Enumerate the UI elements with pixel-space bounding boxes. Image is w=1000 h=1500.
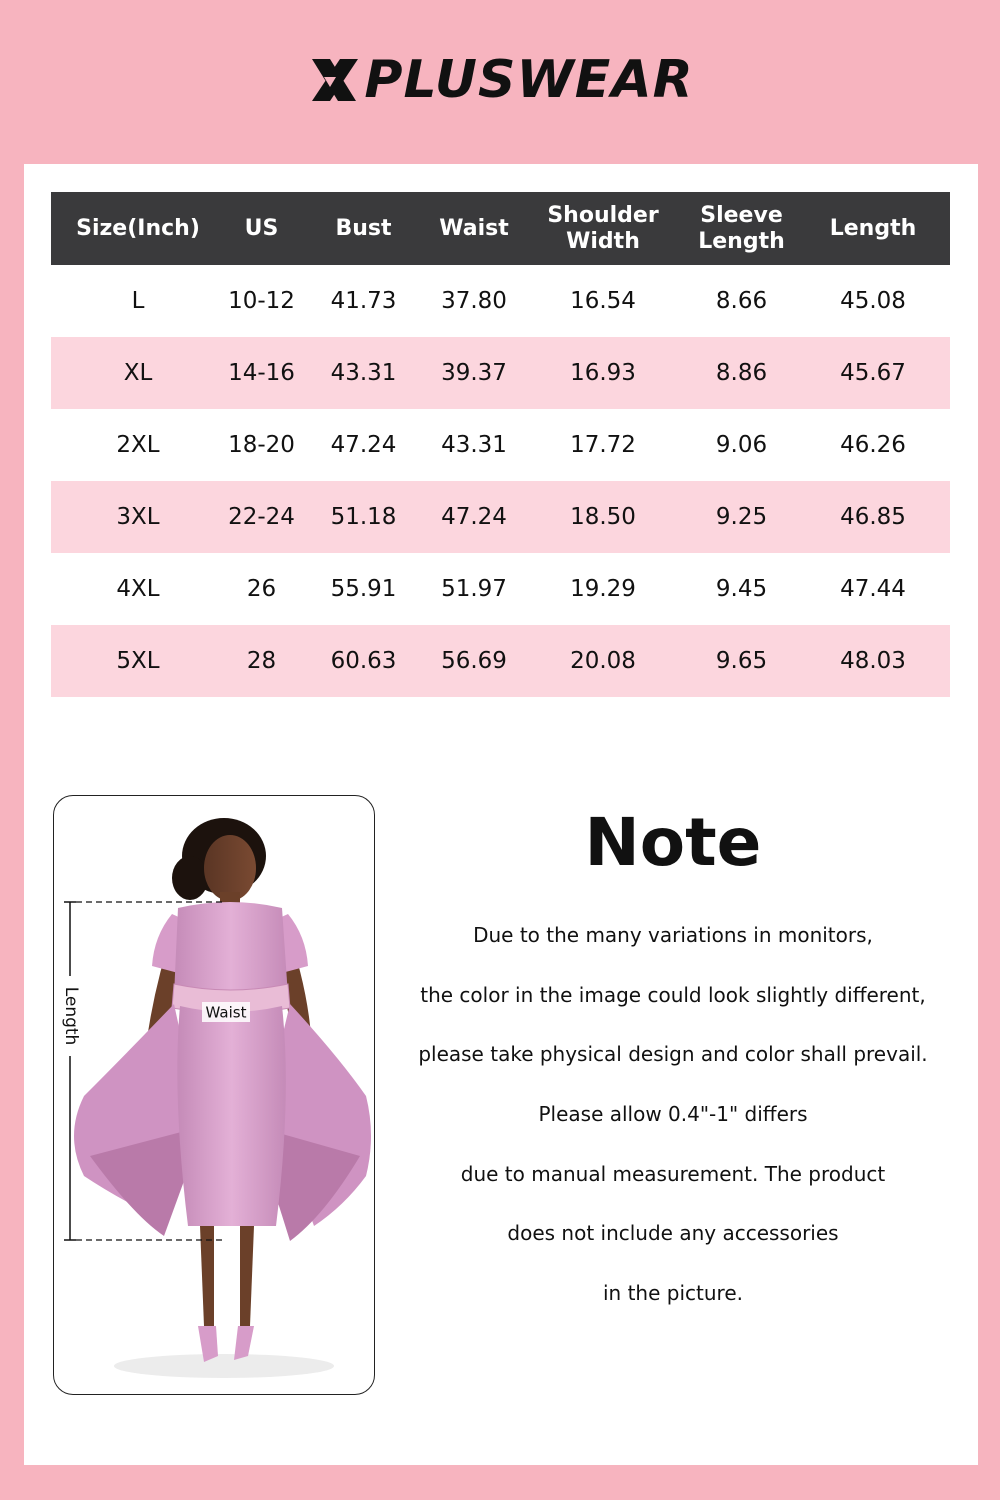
column-header: Shoulder Width: [519, 192, 687, 265]
table-cell: 9.06: [715, 432, 768, 458]
table-cell: 48.03: [796, 625, 950, 697]
length-label: Length: [61, 986, 81, 1046]
note-text: [390, 906, 956, 1324]
column-header: Sleeve Length: [687, 192, 796, 265]
table-cell: 55.91: [330, 576, 397, 602]
model-illustration: [53, 795, 375, 1395]
table-row: [51, 265, 950, 337]
table-cell: 18.50: [519, 481, 687, 553]
note-line: in the picture.: [603, 1281, 743, 1306]
table-row: [51, 409, 950, 481]
note-line: Please allow 0.4"-1" differs: [538, 1102, 808, 1127]
column-header: Length: [796, 192, 950, 265]
note-line: please take physical design and color shall prevail.: [418, 1042, 928, 1067]
table-cell: 17.72: [570, 432, 636, 458]
table-cell: 3XL: [51, 481, 225, 553]
column-header: Bust: [298, 192, 429, 265]
table-cell: 60.63: [298, 625, 429, 697]
table-cell: 16.93: [519, 337, 687, 409]
table-cell: 5XL: [51, 625, 225, 697]
table-cell: 46.26: [840, 432, 906, 458]
table-cell: 9.45: [715, 576, 768, 602]
table-cell: 8.66: [715, 288, 768, 314]
model-figure: [54, 796, 375, 1395]
table-cell: 39.37: [429, 337, 519, 409]
table-cell: 8.86: [687, 337, 796, 409]
note-line: the color in the image could look slightly different,: [420, 982, 926, 1007]
table-cell: L: [131, 288, 145, 314]
table-cell: 37.80: [441, 288, 507, 314]
table-cell: 10-12: [228, 288, 295, 314]
table-cell: 28: [225, 625, 298, 697]
table-cell: 16.54: [570, 288, 636, 314]
table-cell: 56.69: [429, 625, 519, 697]
table-cell: 43.31: [298, 337, 429, 409]
table-cell: 4XL: [116, 576, 160, 602]
note-line: does not include any accessories: [507, 1221, 839, 1246]
brand-name: PLUSWEAR: [364, 50, 694, 110]
table-cell: 22-24: [225, 481, 298, 553]
table-cell: 9.25: [687, 481, 796, 553]
size-chart-card: [24, 164, 978, 1465]
table-cell: 14-16: [225, 337, 298, 409]
column-header: Size(Inch): [51, 192, 225, 265]
table-cell: 47.44: [840, 576, 906, 602]
table-cell: 45.08: [840, 288, 906, 314]
table-cell: 45.67: [796, 337, 950, 409]
table-cell: 9.65: [687, 625, 796, 697]
table-cell: 20.08: [519, 625, 687, 697]
table-cell: 2XL: [116, 432, 160, 458]
size-table: [51, 192, 950, 697]
column-header: US: [225, 192, 298, 265]
waist-label: Waist: [205, 1003, 247, 1022]
table-row: [51, 625, 950, 697]
x-logo-icon: [306, 57, 362, 103]
table-cell: 41.73: [330, 288, 397, 314]
table-cell: 47.24: [429, 481, 519, 553]
note-title: Note: [584, 804, 762, 881]
table-cell: 51.18: [298, 481, 429, 553]
table-cell: 47.24: [330, 432, 397, 458]
note-line: due to manual measurement. The product: [460, 1161, 886, 1186]
table-row: [51, 337, 950, 409]
table-row: [51, 481, 950, 553]
table-cell: 46.85: [796, 481, 950, 553]
table-cell: XL: [51, 337, 225, 409]
table-cell: 18-20: [228, 432, 295, 458]
table-header-row: [51, 192, 950, 265]
table-cell: 51.97: [441, 576, 507, 602]
table-cell: 26: [246, 576, 277, 602]
brand-logo: [0, 48, 1000, 112]
table-cell: 19.29: [570, 576, 636, 602]
column-header: Waist: [429, 192, 519, 265]
table-row: [51, 553, 950, 625]
table-cell: 43.31: [441, 432, 507, 458]
note-line: Due to the many variations in monitors,: [473, 923, 873, 947]
